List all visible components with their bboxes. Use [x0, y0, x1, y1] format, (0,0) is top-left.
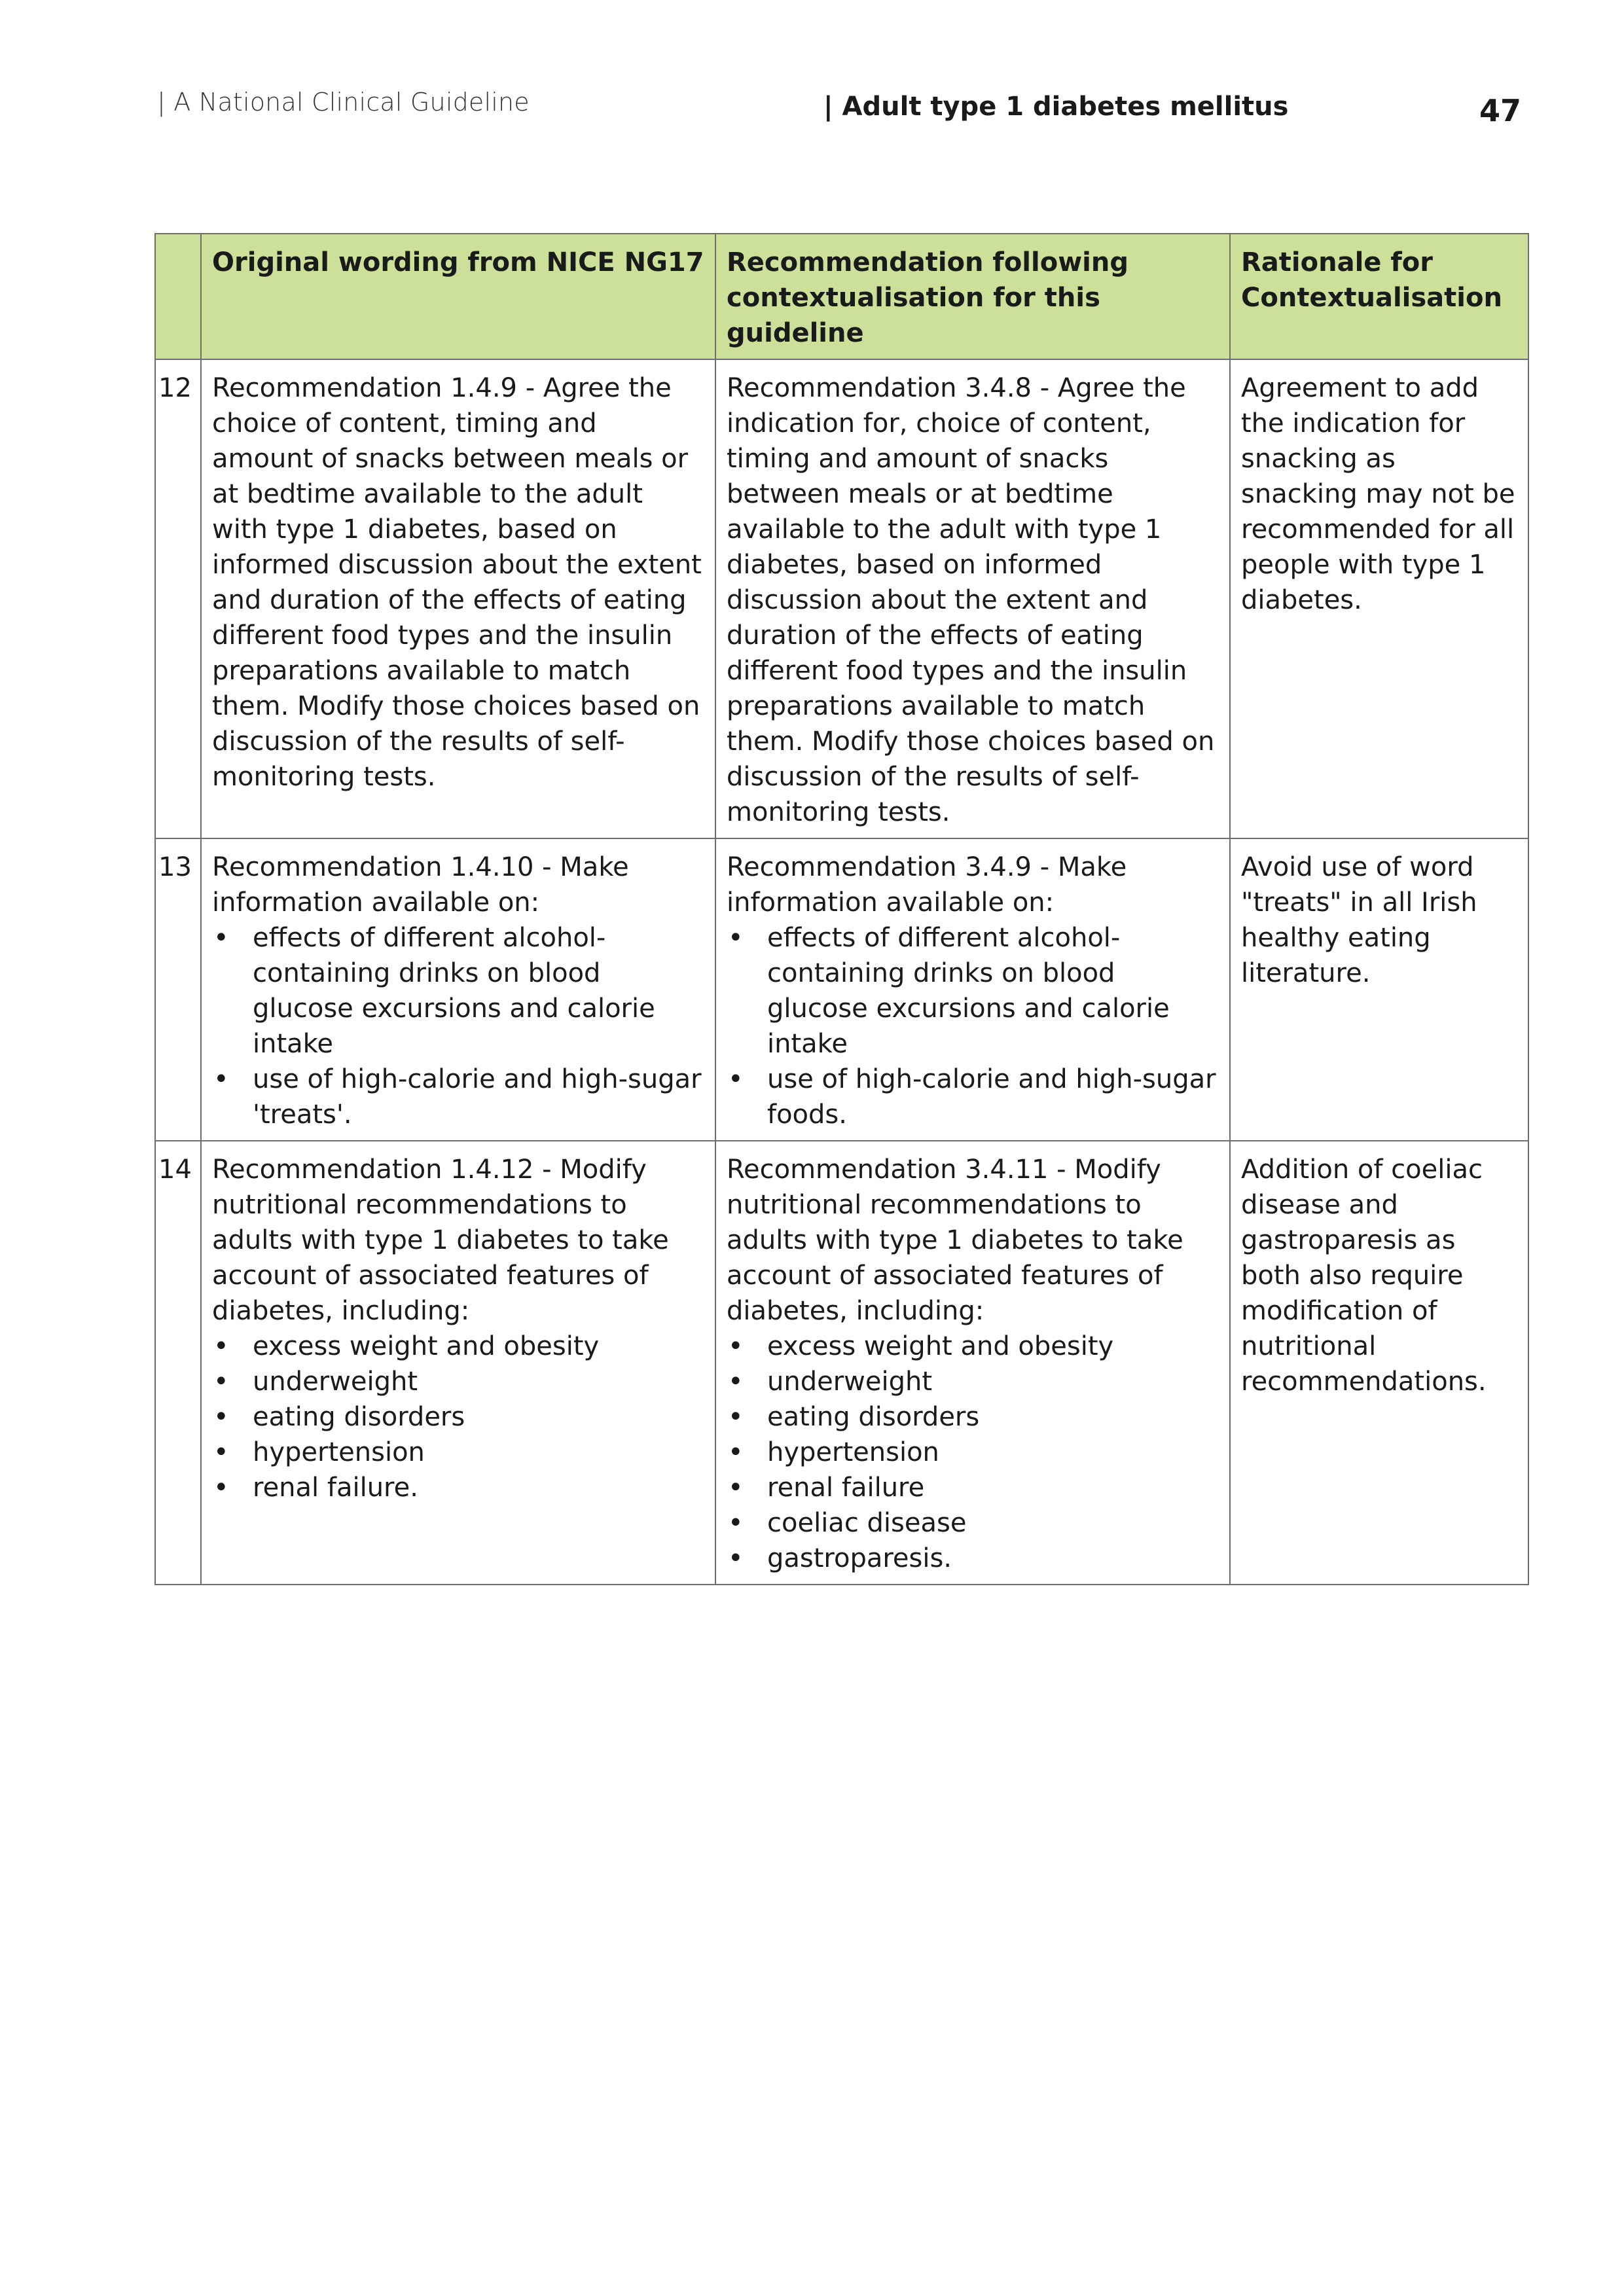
list-item: • underweight [727, 1364, 1220, 1399]
list-item: • renal failure. [212, 1470, 706, 1505]
running-header-left: | A National Clinical Guideline [157, 88, 530, 117]
list-item: • eating disorders [212, 1399, 706, 1435]
bullet-list [727, 920, 1220, 1132]
recommendation-cell [715, 838, 1230, 1141]
original-wording-cell: Recommendation 1.4.9 - Agree the choice of content, timing and amount of snacks between meals or at bedtime available to the adult with type 1 diabetes, based on informed discussion about the extent and duration of the effects of eating different food types and the insulin preparations available to match them. Modify those choices based on discussion of the results of self-monitoring tests. [201, 359, 715, 838]
list-item: • hypertension [727, 1435, 1220, 1470]
list-item: • effects of different alcohol-containing drinks on blood glucose excursions and calorie intake [727, 920, 1220, 1062]
bullet-list [727, 1329, 1220, 1576]
rationale-cell: Avoid use of word "treats" in all Irish healthy eating literature. [1230, 838, 1528, 1141]
list-item: • renal failure [727, 1470, 1220, 1505]
original-wording-cell [201, 838, 715, 1141]
cell-intro-text: Recommendation 1.4.10 - Make information available on: [212, 852, 629, 918]
rationale-cell: Agreement to add the indication for snacking as snacking may not be recommended for all people with type 1 diabetes. [1230, 359, 1528, 838]
rationale-cell: Addition of coeliac disease and gastroparesis as both also require modification of nutritional recommendations. [1230, 1141, 1528, 1585]
bullet-list [212, 1329, 706, 1505]
list-item: • effects of different alcohol-containing drinks on blood glucose excursions and calorie intake [212, 920, 706, 1062]
column-header-rationale: Rationale for Contextualisation [1230, 234, 1528, 359]
bullet-list [212, 920, 706, 1132]
list-item: • coeliac disease [727, 1505, 1220, 1541]
cell-intro-text: Recommendation 3.4.9 - Make information available on: [727, 852, 1127, 918]
running-header-title: | Adult type 1 diabetes mellitus [823, 92, 1289, 122]
row-number: 13 [155, 838, 201, 1141]
cell-intro-text: Recommendation 1.4.12 - Modify nutritional recommendations to adults with type 1 diabetes to take account of associated features of diabetes, including: [212, 1155, 669, 1326]
row-number: 14 [155, 1141, 201, 1585]
list-item: • eating disorders [727, 1399, 1220, 1435]
list-item: • gastroparesis. [727, 1541, 1220, 1576]
recommendation-cell [715, 1141, 1230, 1585]
page-number: 47 [1479, 93, 1522, 128]
list-item: • underweight [212, 1364, 706, 1399]
list-item: • use of high-calorie and high-sugar 'treats'. [212, 1062, 706, 1132]
table-header-row [155, 234, 1528, 359]
column-header-recommendation: Recommendation following contextualisation for this guideline [715, 234, 1230, 359]
column-header-number [155, 234, 201, 359]
cell-intro-text: Recommendation 3.4.11 - Modify nutritional recommendations to adults with type 1 diabetes to take account of associated features of diabetes, including: [727, 1155, 1183, 1326]
recommendation-cell: Recommendation 3.4.8 - Agree the indication for, choice of content, timing and amount of snacks between meals or at bedtime available to the adult with type 1 diabetes, based on informed discussion about the extent and duration of the effects of eating different food types and the insulin preparations available to match them. Modify those choices based on discussion of the results of self-monitoring tests. [715, 359, 1230, 838]
table-row [155, 1141, 1528, 1585]
list-item: • excess weight and obesity [727, 1329, 1220, 1364]
list-item: • hypertension [212, 1435, 706, 1470]
table-row [155, 838, 1528, 1141]
column-header-original-wording: Original wording from NICE NG17 [201, 234, 715, 359]
list-item: • excess weight and obesity [212, 1329, 706, 1364]
row-number: 12 [155, 359, 201, 838]
table-row [155, 359, 1528, 838]
list-item: • use of high-calorie and high-sugar foods. [727, 1062, 1220, 1132]
original-wording-cell [201, 1141, 715, 1585]
recommendations-table [154, 233, 1529, 1585]
